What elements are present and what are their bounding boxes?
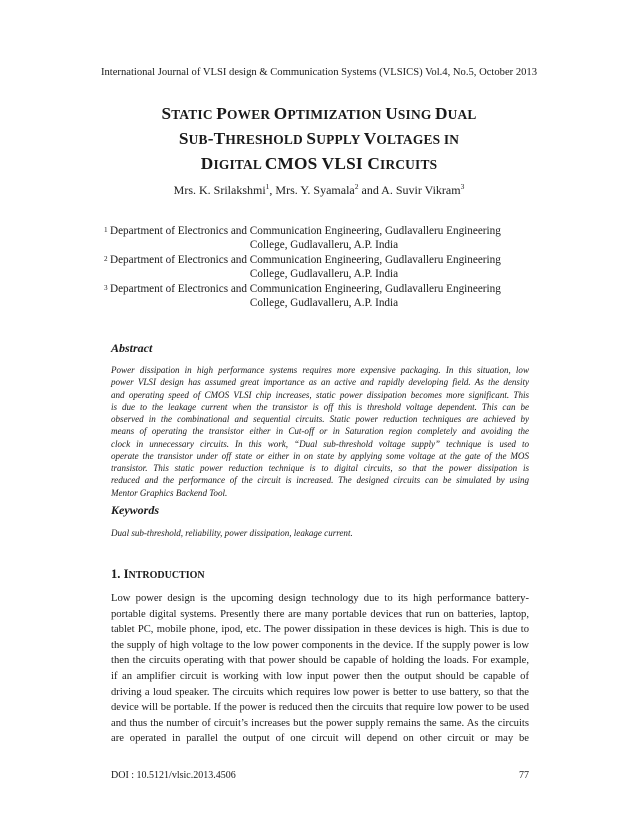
introduction-heading: 1. INTRODUCTION [111, 567, 205, 581]
running-header: International Journal of VLSI design & Communication Systems (VLSICS) Vol.4, No.5, October 2013 [100, 67, 538, 78]
affiliation-3: 3 Department of Electronics and Communication Engineering, Gudlavalleru Engineering College, Gudlavalleru, A.P. India [104, 282, 501, 310]
abstract-heading: Abstract [111, 341, 153, 355]
affiliation-2: 2 Department of Electronics and Communication Engineering, Gudlavalleru Engineering College, Gudlavalleru, A.P. India [104, 253, 501, 281]
affiliations [106, 224, 542, 310]
page-number: 77 [519, 770, 529, 781]
author-list: Mrs. K. Srilakshmi$^1$, Mrs. Y. Syamala$^2$ and A. Suvir Vikram$^3$ [173, 182, 465, 197]
footer-doi: DOI : 10.5121/vlsic.2013.4506 [111, 770, 236, 781]
title-line-1: STATIC POWER OPTIMIZATION USING DUAL [161, 104, 477, 123]
title-line-2: SUB-THRESHOLD SUPPLY VOLTAGES IN [178, 129, 460, 148]
keywords-heading: Keywords [111, 503, 159, 517]
keywords-text: Dual sub-threshold, reliability, power dissipation, leakage current. [111, 528, 353, 538]
abstract-text: Power dissipation in high performance systems requires more expensive packaging. In this situation, low power VLSI design has assumed great importance as an active and rapidly developing field. As the density and operating speed of CMOS VLSI chip increases, static power dissipation becomes more significant. This is due to the leakage current when the transistor is off this is threshold voltage dependent. This can be observed in the combinational and sequential circuits. Static power reduction techniques are achieved by means of operating the transistor either in Cut-off or in Saturation region completely and avoiding the clock in unnecessary circuits. In this work, “Dual sub-threshold voltage supply” technique is used to operate the transistor under off state or either in on state by applying some voltage at the gate of the MOS transistor. This static power reduction technique is to digital circuits, so that the power dissipation is reduced and the performance of the circuit is increased. The designed circuits can be simulated by using Mentor Graphics Backend Tool. [111, 365, 529, 498]
introduction-text: Low power design is the upcoming design technology due to its high performance battery- portable digital systems. Presently there are many portable devices that run on batteries, laptop, tablet PC, mobile phone, ipod, etc. The power dissipation in these devices is high. This is due to the supply of high voltage to the low power components in the device. If the supply power is low then the circuits operating with that power should be capable of holding the loads. For example, if an amplifier circuit is working with low input power then the output should be capable of driving a loud speaker. The circuits which requires low power is better to use battery, so that the device will be portable. If the power is reduced then the circuits that require low power to be used and thus the number of circuit’s increases but the power supply remains the same. As the circuits are operated in parallel the output of one circuit will depend on other circuit or may be [111, 593, 529, 745]
title-line-3: DIGITAL CMOS VLSI CIRCUITS [200, 154, 438, 173]
affiliation-1: 1 Department of Electronics and Communication Engineering, Gudlavalleru Engineering College, Gudlavalleru, A.P. India [104, 225, 501, 252]
paper-title [60, 102, 578, 177]
